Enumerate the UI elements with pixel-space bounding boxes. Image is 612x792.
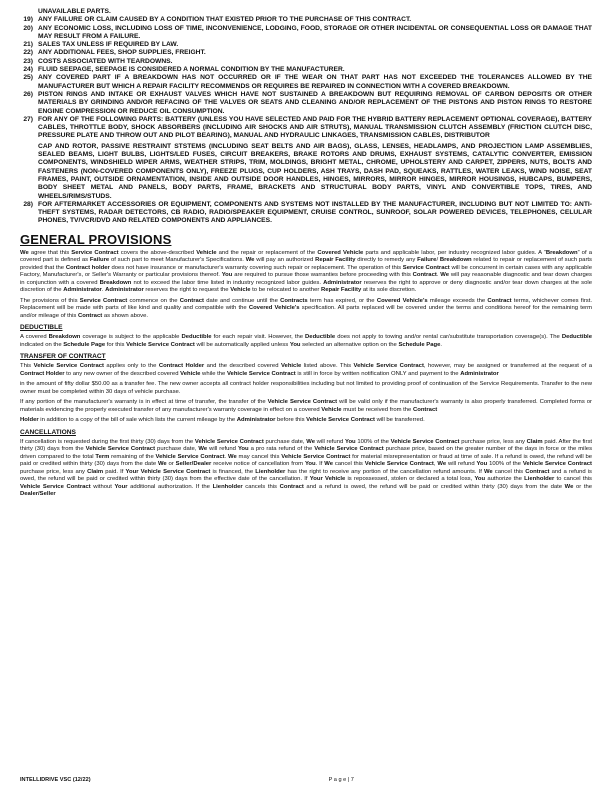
list-item-text: ANY ECONOMIC LOSS, INCLUDING LOSS OF TIME, INCONVENIENCE, LODGING, FOOD, STORAGE OR OTHER INCIDENTAL OR CONSEQUENTIAL LOSS OR DAMAGE THAT MAY RESULT FROM A FAILURE. xyxy=(38,24,592,40)
footer-form-id: INTELLIDRIVE VSC (12/22) xyxy=(20,777,91,783)
transfer-heading: TRANSFER OF CONTRACT xyxy=(20,353,106,361)
list-item xyxy=(20,25,592,42)
list-item xyxy=(20,74,592,91)
list-item xyxy=(20,116,592,141)
list-item-text: ANY FAILURE OR CLAIM CAUSED BY A CONDITION THAT EXISTED PRIOR TO THE PURCHASE OF THIS CONTRACT. xyxy=(38,16,412,24)
list-item xyxy=(20,49,592,57)
list-lead-text: UNAVAILABLE PARTS. xyxy=(38,8,111,15)
list-item xyxy=(20,16,592,24)
transfer-paragraph-1: This Vehicle Service Contract applies only to the Contract Holder and the described covered Vehicle listed above. This Vehicle Service Contract, however, may be assigned or transferred at the request of a Contract Holder to any new owner of the described covered Vehicle while the Vehicle Service Contract is still in force by written notification ONLY and payment to the Administrator xyxy=(20,363,593,377)
list-item-text: FOR ANY OF THE FOLLOWING PARTS: BATTERY (UNLESS YOU HAVE SELECTED AND PAID FOR THE HYBRID BATTERY REPLACEMENT OPTIONAL COVERAGE), BATTERY CABLES, THROTTLE BODY, SHOCK ABSORBERS (INCLUDING AIR SHOCKS AND AIR STRUTS), MANUAL TRANSMISSION CLUTCH ASSEMBLY (FRICTION CLUTCH DISC, PRESSURE PLATE AND THROW OUT AND PILOT BEARING), MANUAL AND HYDRAULIC LINKAGES, TRANSMISSION CABLES, DISTRIBUTOR xyxy=(38,115,592,140)
list-item-number: 26) xyxy=(23,90,33,98)
cancellations-heading: CANCELLATIONS xyxy=(20,428,76,436)
list-item xyxy=(20,58,592,66)
list-item-text: FLUID SEEPAGE, SEEPAGE IS CONSIDERED A NORMAL CONDITION BY THE MANUFACTURER. xyxy=(38,66,345,74)
deductible-paragraph: A covered Breakdown coverage is subject to the applicable Deductible for each repair visit. However, the Deductible does not apply to towing and/or rental car/substitute transportation coverage(s). The Deductible indicated on the Schedule Page for this Vehicle Service Contract will be automatically applied unless You selected an alternative option on the Schedule Page. xyxy=(20,334,592,348)
list-item-number: 22) xyxy=(23,49,33,57)
list-item-number: 28) xyxy=(23,200,33,208)
list-item-number: 20) xyxy=(23,24,33,32)
list-item-text: PISTON RINGS AND INTAKE OR EXHAUST VALVES WHICH HAVE NOT SUSTAINED A BREAKDOWN BUT REQUIRING REMOVAL OF CARBON DEPOSITS OR OTHER MATERIALS BY GRINDING AND/OR REFACING OF THE VALVES OR SEATS AND CLEANING AND/OR REPLACEMENT OF THE PISTONS AND PISTON RINGS TO RESTORE ENGINE COMPRESSION OR REDUCE OIL CONSUMPTION. xyxy=(38,90,592,115)
list-item-text: FOR AFTERMARKET ACCESSORIES OR EQUIPMENT, COMPONENTS AND SYSTEMS NOT INSTALLED BY THE MANUFACTURER, INCLUDING BUT NOT LIMITED TO: ANTI-THEFT SYSTEMS, RADAR DETECTORS, CB RADIO, RADIO/SPEAKER EQUIPMENT, CRUISE CONTROL, SUNROOF, SOLAR POWERED DEVICES, TELEPHONES, CELULAR PHONES, TV/VCR/DVD AND RELATED COMPONENTS AND APPLIANCES. xyxy=(38,200,592,225)
footer-page-number: P a g e | 7 xyxy=(328,777,354,783)
general-provisions-paragraph-1: We agree that this Service Contract covers the above-described Vehicle and the repair or replacement of the Covered Vehicle parts and applicable labor, per industry recognized labor guides. A “Breakdown” of a covered part is defined as Failure of such part to meet Manufacturer's Specifications. We will pay an authorized Repair Facility directly to remedy any Failure/ Breakdown related to repair or replacement of such parts provided that the Contract holder does not have insurance or manufacturer's warranty covering such repair or replacement. The operation of this Service Contract will be concurrent in certain cases with any applicable Factory, Manufacturer's, or Seller's Warranty or particular provisions thereof. You are required to pursue those warranties before proceeding with this Contract. We will pay reasonable diagnostic and tear down charges in conjunction with a covered Breakdown not to exceed the labor time listed in industry recognized labor guides. Administrator reserves the right to approve or deny diagnostic and/or tear down charges at the sole discretion of the Administrator. Administrator reserves the right to request the Vehicle to be relocated to another Repair Facility at its sole discretion. xyxy=(20,249,593,294)
list-item xyxy=(20,91,592,116)
list-item xyxy=(20,201,592,226)
exclusions-list xyxy=(20,16,592,140)
list-item-number: 23) xyxy=(23,57,33,65)
transfer-paragraph-4: Holder in addition to a copy of the bill of sale which lists the current mileage by the Administrator before this Vehicle Service Contract will be transferred. xyxy=(20,417,425,424)
cancellations-paragraph: If cancellation is requested during the first thirty (30) days from the Vehicle Service Contract purchase date, We will refund You 100% of the Vehicle Service Contract purchase price, less any Claim paid. After the first thirty (30) days from the Vehicle Service Contract purchase date, We will refund You a pro rata refund of the Vehicle Service Contract purchase price, based on the greater number of the days in force or the miles driven compared to the total Term remaining of the Vehicle Service Contract. We may cancel this Vehicle Service Contract for material misrepresentation or fraud at time of sale. If a refund is owed, the refund will be paid or credited within thirty (30) days from the date We or Seller/Dealer receive notice of cancellation from You. If We cancel this Vehicle Service Contract, We will refund You 100% of the Vehicle Service Contract purchase price, less any Claim paid. If Your Vehicle Service Contract is financed, the Lienholder has the right to receive any portion of the cancellation refund amounts. If We cancel this Contract and a refund is owed, the refund will be paid or credited within thirty (30) days from the effective date of the cancellation. If Your Vehicle is repossessed, stolen or declared a total loss, You authorize the Lienholder to cancel this Vehicle Service Contract without Your additional authorization. If the Lienholder cancels this Contract and a refund is owed, the refund will be paid or credited within thirty (30) days from the date We or the Dealer/Seller xyxy=(20,438,593,498)
page-footer xyxy=(20,777,592,783)
list-item-text: ANY ADDITIONAL FEES, SHOP SUPPLIES, FREIGHT. xyxy=(38,49,206,57)
transfer-paragraph-2: in the amount of fifty dollar $50.00 as a transfer fee. The new owner accepts all contract holder responsibilities including but not limited to providing proof of continuation of the Service Requirements. Transfer to the new owner must be completed within 30 days of vehicle purchase. xyxy=(20,381,592,395)
list-item-number: 27) xyxy=(23,115,33,123)
list-item xyxy=(20,41,592,49)
document-page xyxy=(20,8,592,502)
list-item xyxy=(20,66,592,74)
list-item-number: 19) xyxy=(23,16,33,24)
general-provisions-paragraph-2: The provisions of this Service Contract commence on the Contract date and continue until the Contracts term has expired, or the Covered Vehicle's mileage exceeds the Contract terms, whichever comes first. Replacement will be made with parts of like kind and quality and compatible with the Covered Vehicle's specification. All parts replaced will be covered under the terms and conditions hereof for the remaining term and/or mileage of this Contract as shown above. xyxy=(20,297,593,319)
list-item-number: 21) xyxy=(23,41,33,49)
list-item-text: ANY COVERED PART IF A BREAKDOWN HAS NOT OCCURRED OR IF THE WEAR ON THAT PART HAS NOT EXCEEDED THE TOLERANCES ALLOWED BY THE MANUFACTURER BUT WHICH A REPAIR FACILITY RECOMMENDS OR REQUIRES BE REPAIRED IN CONNECTION WITH A COVERED BREAKDOWN. xyxy=(38,74,592,90)
list-item-number: 25) xyxy=(23,74,33,82)
list-item-number: 24) xyxy=(23,66,33,74)
list-item-text: COSTS ASSOCIATED WITH TEARDOWNS. xyxy=(38,57,173,65)
exclusion-28 xyxy=(20,201,592,226)
list-item-text: SALES TAX UNLESS IF REQUIRED BY LAW. xyxy=(38,41,179,49)
exclusion-27-continuation: CAP AND ROTOR, PASSIVE RESTRAINT STSTEMS (INCLUDING SEAT BELTS AND AIR BAGS), GLASS, LENSES, HEADLAMPS, AND PROJECTION LAMP ASSEMBLIES, SEALED BEAMS, LIGHT BULBS, LIGHTS/LED FUSES, CIRCUIT BREAKERS, BRAKE ROTORS AND DRUMS, EXHAUST SYSTEMS, CATALYTIC CONVERTER, EMISSION COMPONENTS, WINDSHIELD WIPER ARMS, WEATHER STRIPS, TRIM, MOLDINGS, BRIGHT METAL, CHROME, UPHOLSTERY AND CARPET, ZIPPERS, NUTS, BOLTS AND FASTENERS (NON-COVERED COMPONENTS ONLY), FREEZE PLUGS, CUP HOLDERS, ASH TRAYS, DASH PAD, SQUEAKS, RATTLES, WATER LEAKS, WIND NOISE, SEAT FRAMES, PAINT, OUTSIDE ORNAMENTATION, INSIDE AND OUTSIDE DOOR HANDLES, HINGES, MIRRORS, MIRROR HINGES, MIRROR HOUSINGS, HUBCAPS, BUMPERS, BODY SHEET METAL AND PANELS, BODY PARTS, FRAME, BRACKETS AND STRUCTURAL BODY PARTS, VINYL AND CONVERTIBLE TOPS, TIRES, AND WHEELS/RIMS/STUDS. xyxy=(38,142,592,200)
transfer-paragraph-3: If any portion of the manufacturer's warranty is in effect at time of transfer, the transfer of the Vehicle Service Contract will be valid only if the manufacturer's warranty is also properly transferred. Completed forms or materials evidencing the properly executed transfer of any manufacturer's warranty coverage in effect on a covered Vehicle must be received from the Contract xyxy=(20,399,592,413)
general-provisions-heading: GENERAL PROVISIONS xyxy=(20,231,172,247)
deductible-heading: DEDUCTIBLE xyxy=(20,324,63,332)
